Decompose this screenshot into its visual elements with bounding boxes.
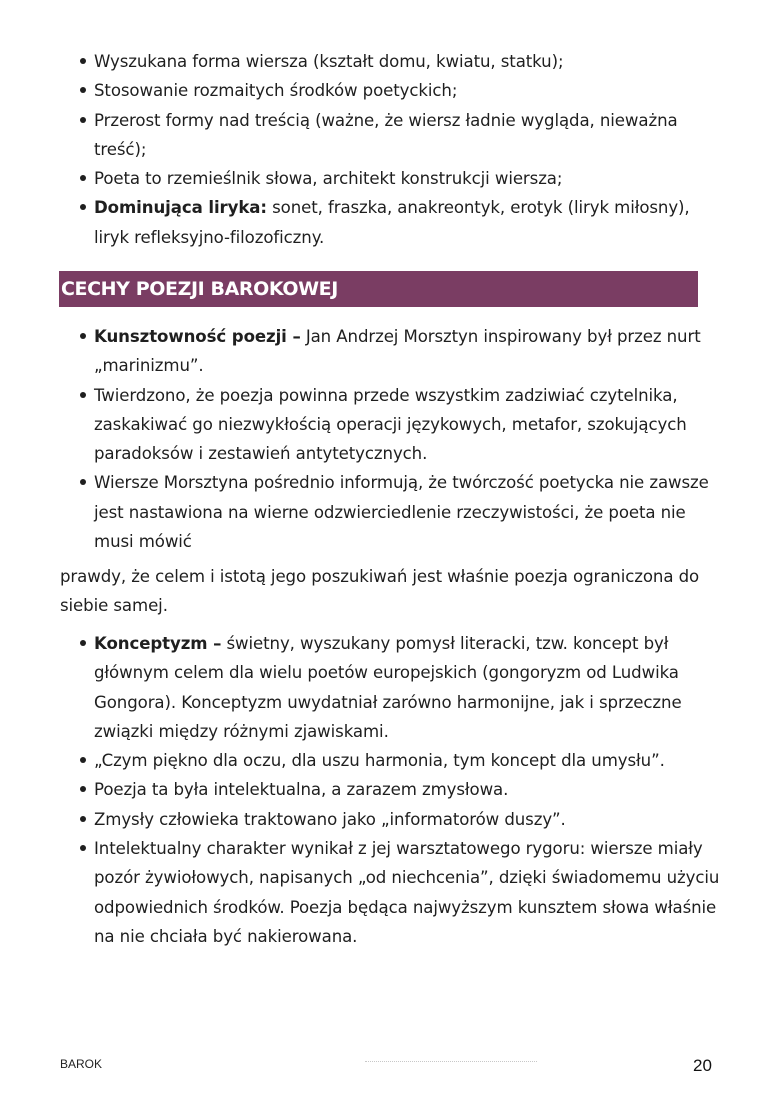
item-text: „Czym piękno dla oczu, dla uszu harmonia, tym koncept dla umysłu”. bbox=[94, 751, 665, 771]
item-text: sonet, fraszka, anakreontyk, erotyk (liryk miłosny), liryk refleksyjno-filozoficzny. bbox=[94, 198, 690, 247]
list-item bbox=[60, 805, 720, 834]
item-bold: Kunsztowność poezji – bbox=[94, 327, 301, 346]
list-item bbox=[60, 76, 720, 105]
section-heading: CECHY POEZJI BAROKOWEJ bbox=[61, 278, 338, 300]
list-item bbox=[60, 775, 720, 804]
list-item bbox=[60, 106, 720, 165]
list-item bbox=[60, 47, 720, 76]
item-text: Stosowanie rozmaitych środków poetyckich; bbox=[94, 81, 458, 101]
item-text: Poeta to rzemieślnik słowa, architekt konstrukcji wiersza; bbox=[94, 169, 563, 189]
item-text: Intelektualny charakter wynikał z jej warsztatowego rygoru: wiersze miały pozór żywiołowych, napisanych „od niechcenia”, dzięki świadomemu użyciu odpowiednich środków. Poezja będąca najwyższym kunsztem słowa właśnie na nie chciała być nakierowana. bbox=[94, 839, 720, 946]
list-item bbox=[60, 322, 720, 381]
conceptism-list bbox=[60, 629, 720, 951]
baroque-features-list bbox=[60, 322, 720, 556]
item-text: Wiersze Morsztyna pośrednio informują, że twórczość poetycka nie zawsze jest nastawiona na wierne odzwierciedlenie rzeczywistości, że poeta nie musi mówić bbox=[94, 473, 709, 552]
feature-list-top bbox=[60, 47, 720, 252]
item-text: Zmysły człowieka traktowano jako „informatorów duszy”. bbox=[94, 809, 566, 829]
list-item bbox=[60, 468, 720, 556]
item-text: Przerost formy nad treścią (ważne, że wiersz ładnie wygląda, nieważna treść); bbox=[94, 110, 678, 159]
item-text: świetny, wyszukany pomysł literacki, tzw. koncept był głównym celem dla wielu poetów europejskich (gongoryzm od Ludwika Gongora). Konceptyzm uwydatniał zarówno harmonijne, jak i sprzeczne związki między różnymi zjawiskami. bbox=[94, 634, 682, 741]
list-item bbox=[60, 193, 720, 252]
footer-section-label: BAROK bbox=[60, 1057, 103, 1071]
item-bold: Konceptyzm – bbox=[94, 634, 222, 653]
item-text: Wyszukana forma wiersza (kształt domu, kwiatu, statku); bbox=[94, 52, 564, 71]
list-item bbox=[60, 164, 720, 193]
list-item bbox=[60, 629, 720, 746]
footer-divider bbox=[365, 1061, 537, 1062]
list-item bbox=[60, 381, 720, 469]
list-item bbox=[60, 746, 720, 775]
list-item bbox=[60, 834, 720, 951]
body-paragraph: prawdy, że celem i istotą jego poszukiwań jest właśnie poezja ograniczona do siebie samej. bbox=[60, 567, 700, 616]
item-bold: Dominująca liryka: bbox=[94, 198, 267, 218]
item-text: Poezja ta była intelektualna, a zarazem zmysłowa. bbox=[94, 780, 509, 800]
section-heading-bar bbox=[59, 271, 698, 307]
item-text: Jan Andrzej Morsztyn inspirowany był przez nurt „marinizmu”. bbox=[94, 327, 701, 376]
page-number: 20 bbox=[693, 1056, 712, 1075]
item-text: Twierdzono, że poezja powinna przede wszystkim zadziwiać czytelnika, zaskakiwać go niezwykłością operacji językowych, metafor, szokujących paradoksów i zestawień antytetycznych. bbox=[94, 385, 687, 464]
